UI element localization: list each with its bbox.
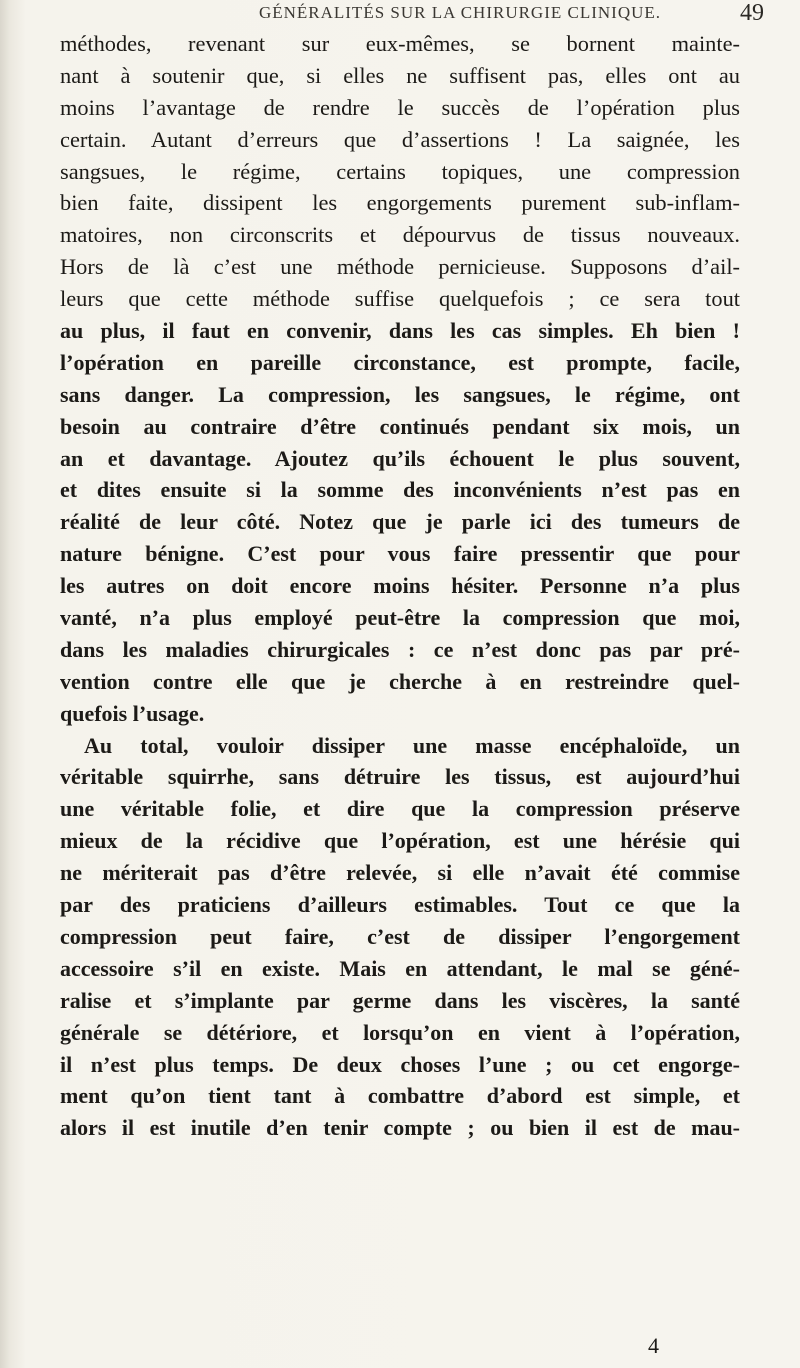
text-line: certain. Autant d’erreurs que d’assertions ! La saignée, les	[60, 126, 740, 152]
body-text	[60, 28, 740, 1144]
text-line: véritable squirrhe, sans détruire les tissus, est aujourd’hui	[60, 764, 740, 790]
text-line: il n’est plus temps. De deux choses l’une ; ou cet engorge-	[60, 1051, 740, 1077]
text-line: sans danger. La compression, les sangsues, le régime, ont	[60, 381, 740, 407]
text-line: sangsues, le régime, certains topiques, une compression	[60, 158, 740, 184]
text-line: Hors de là c’est une méthode pernicieuse. Supposons d’ail-	[60, 254, 740, 280]
text-line: au plus, il faut en convenir, dans les cas simples. Eh bien !	[60, 318, 740, 344]
signature-mark: 4	[648, 1333, 659, 1358]
running-head: GÉNÉRALITÉS SUR LA CHIRURGIE CLINIQUE.	[258, 3, 662, 22]
text-line: leurs que cette méthode suffise quelquefois ; ce sera tout	[60, 286, 740, 312]
text-line: réalité de leur côté. Notez que je parle ici des tumeurs de	[60, 509, 740, 535]
text-line: mieux de la récidive que l’opération, est une hérésie qui	[60, 828, 740, 854]
text-line: générale se détériore, et lorsqu’on en vient à l’opération,	[60, 1019, 740, 1045]
text-line: accessoire s’il en existe. Mais en attendant, le mal se géné-	[60, 955, 740, 981]
text-line: une véritable folie, et dire que la compression préserve	[60, 796, 740, 822]
text-line: nature bénigne. C’est pour vous faire pressentir que pour	[60, 541, 740, 567]
text-line: bien faite, dissipent les engorgements purement sub-inflam-	[60, 190, 740, 216]
text-line: nant à soutenir que, si elles ne suffisent pas, elles ont au	[60, 62, 740, 88]
text-line: Au total, vouloir dissiper une masse encéphaloïde, un	[84, 732, 740, 758]
text-line: méthodes, revenant sur eux-mêmes, se bornent mainte-	[60, 31, 740, 56]
text-line: quefois l’usage.	[60, 700, 205, 726]
text-line: ne mériterait pas d’être relevée, si elle n’avait été commise	[60, 860, 740, 886]
text-line: matoires, non circonscrits et dépourvus de tissus nouveaux.	[60, 222, 740, 248]
text-line: vanté, n’a plus employé peut-être la compression que moi,	[60, 605, 740, 631]
text-line: l’opération en pareille circonstance, est prompte, facile,	[60, 349, 740, 375]
text-line: et dites ensuite si la somme des inconvénients n’est pas en	[60, 477, 740, 503]
page-number: 49	[740, 0, 764, 26]
text-line: an et davantage. Ajoutez qu’ils échouent le plus souvent,	[60, 445, 740, 471]
text-line: besoin au contraire d’être continués pendant six mois, un	[60, 413, 740, 439]
text-line: alors il est inutile d’en tenir compte ; ou bien il est de mau-	[60, 1115, 740, 1141]
text-line: moins l’avantage de rendre le succès de l’opération plus	[60, 94, 740, 120]
text-line: par des praticiens d’ailleurs estimables. Tout ce que la	[60, 892, 740, 918]
text-line: compression peut faire, c’est de dissiper l’engorgement	[60, 923, 740, 949]
text-line: ment qu’on tient tant à combattre d’abord est simple, et	[60, 1083, 740, 1109]
text-line: vention contre elle que je cherche à en restreindre quel-	[60, 668, 740, 694]
text-line: ralise et s’implante par germe dans les viscères, la santé	[60, 987, 740, 1013]
text-line: dans les maladies chirurgicales : ce n’est donc pas par pré-	[60, 636, 740, 662]
text-line: les autres on doit encore moins hésiter. Personne n’a plus	[60, 573, 740, 599]
